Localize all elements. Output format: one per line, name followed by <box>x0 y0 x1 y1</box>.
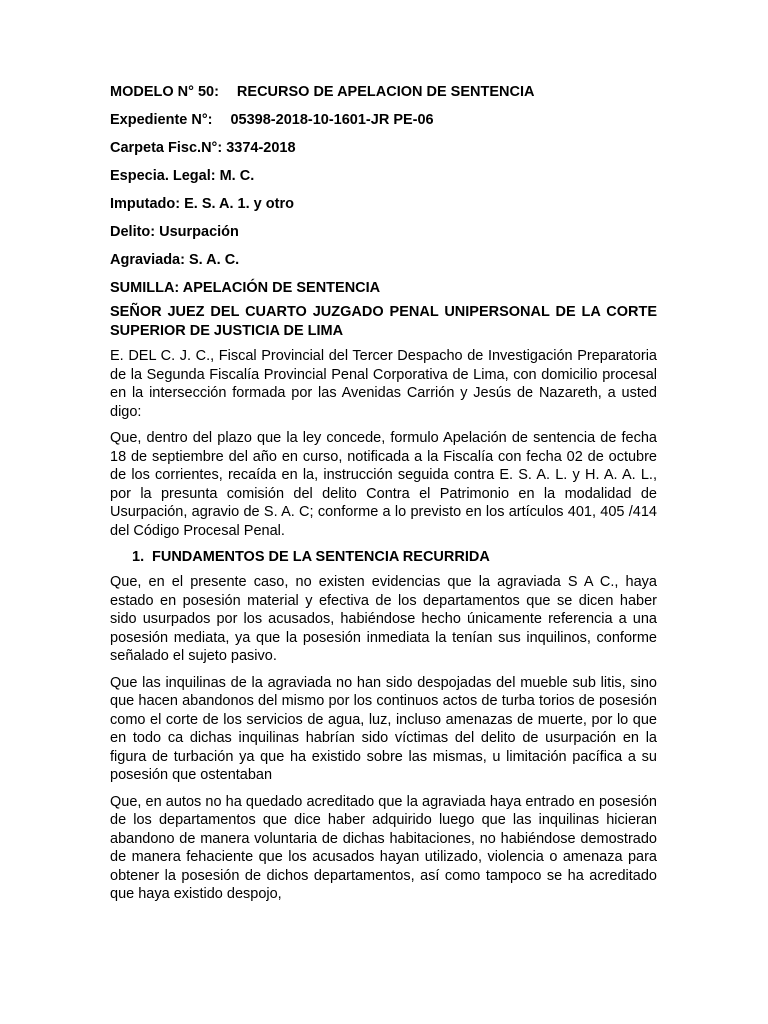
modelo-label: MODELO N° 50: <box>110 84 219 100</box>
expediente-number: 05398-2018-10-1601-JR PE-06 <box>230 112 434 128</box>
document-body <box>110 84 657 912</box>
agraviada-line: Agraviada: S. A. C. <box>110 252 240 268</box>
appeal-paragraph: Que, dentro del plazo que la ley concede, formulo Apelación de sentencia de fecha 18 de septiembre del año en curso, notificada a la Fiscalía con fecha 02 de octubre de los corrientes, recaída en la, instrucción seguida contra E. S. A. L. y H. A. A. L., por la presunta comisión del delito Contra el Patrimonio en la modalidad de Usurpación, agravio de S. A. C; conforme a lo previsto en los artículos 401, 405 /414 del Código Procesal Penal. <box>110 430 657 539</box>
section-1-heading <box>110 548 657 566</box>
fundamentos-paragraph-3: Que, en autos no ha quedado acreditado que la agraviada haya entrado en posesión de los departamentos que dice haber adquirido luego que las inquilinas hicieran abandono de manera voluntaria de dichas habitaciones, no habiéndose demostrado de manera fehaciente que los acusados hayan utilizado, violencia o amenaza para obtener la posesión de dichos departamentos, así como tampoco se ha acreditado que haya existido despojo, <box>110 793 657 902</box>
addressee-heading: SEÑOR JUEZ DEL CUARTO JUZGADO PENAL UNIPERSONAL DE LA CORTE SUPERIOR DE JUSTICIA DE LIMA <box>110 304 657 339</box>
modelo-title: RECURSO DE APELACION DE SENTENCIA <box>236 84 535 100</box>
section-1-number: 1. <box>132 549 145 565</box>
intro-paragraph: E. DEL C. J. C., Fiscal Provincial del Tercer Despacho de Investigación Preparatoria de la Segunda Fiscalía Provincial Penal Corporativa de Lima, con domicilio procesal en la intersección formada por las Avenidas Carrión y Jesús de Nazareth, a usted digo: <box>110 348 657 420</box>
fundamentos-paragraph-2: Que las inquilinas de la agraviada no han sido despojadas del mueble sub litis, sino que hacen abandonos del mismo por los continuos actos de turba torios de posesión como el corte de los servicios de agua, luz, incluso amenazas de muerte, por lo que en todo ca dichas inquilinas habrían sido víctimas del delito de usurpación en la figura de turbación ya que ha existido sobre las mismas, u limitación pacífica a su posesión que ostentaban <box>110 674 657 783</box>
expediente-label: Expediente N°: <box>110 112 213 128</box>
expediente-line <box>110 112 657 129</box>
fundamentos-paragraph-1: Que, en el presente caso, no existen evidencias que la agraviada S A C., haya estado en posesión material y efectiva de los departamentos que se dicen haber sido usurpados por los acusados, habiéndose hecho únicamente referencia a una posesión mediata, ya que la posesión inmediata la tenían sus inquilinos, conforme señalado el sujeto pasivo. <box>110 574 657 664</box>
section-1-title: FUNDAMENTOS DE LA SENTENCIA RECURRIDA <box>152 549 490 565</box>
sumilla-line: SUMILLA: APELACIÓN DE SENTENCIA <box>110 280 381 296</box>
carpeta-line: Carpeta Fisc.N°: 3374-2018 <box>110 140 296 156</box>
modelo-line <box>110 84 657 101</box>
delito-line: Delito: Usurpación <box>110 224 239 240</box>
especia-line: Especia. Legal: M. C. <box>110 168 255 184</box>
imputado-line: Imputado: E. S. A. 1. y otro <box>110 196 294 212</box>
